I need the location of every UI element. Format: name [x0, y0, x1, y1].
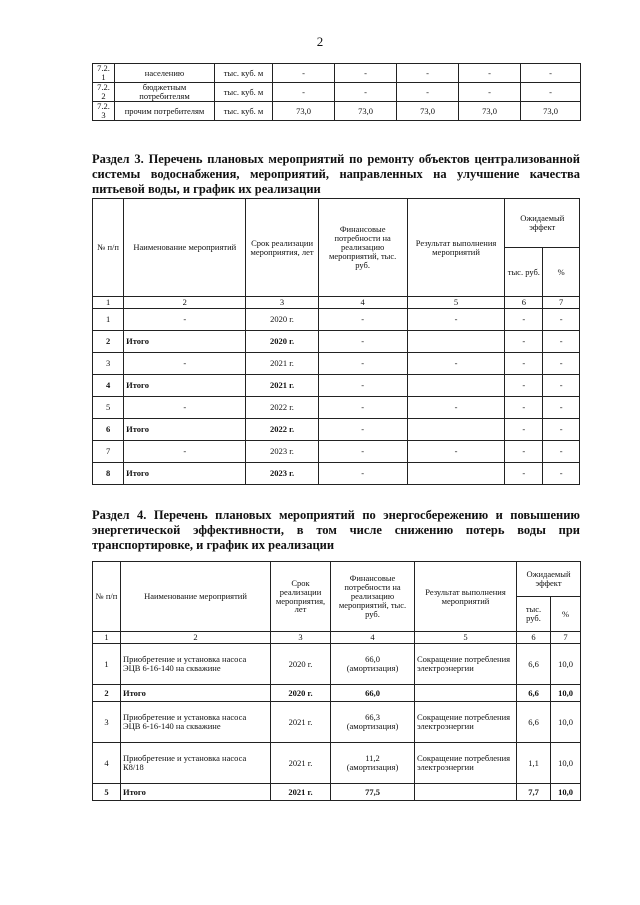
result	[407, 419, 505, 441]
finance: -	[318, 309, 407, 331]
table-row	[93, 702, 581, 743]
value-cell: 73,0	[273, 102, 335, 121]
section-3-title: Раздел 3. Перечень плановых мероприятий по ремонту объектов централизованной системы водоснабжения, мероприятий, направленных на улучшение качества питьевой воды, и график их реализации	[92, 152, 580, 196]
table-row	[93, 685, 581, 702]
column-number: 6	[505, 297, 543, 309]
header-name: Наименование мероприятий	[121, 562, 271, 632]
effect-pct: -	[543, 441, 580, 463]
measure-name: Итого	[124, 419, 246, 441]
result: -	[407, 441, 505, 463]
result: Сокращение потребления электроэнергии	[415, 743, 517, 784]
header-effect-pct: %	[543, 248, 580, 297]
effect-rub: 6,6	[517, 644, 551, 685]
finance: -	[318, 463, 407, 485]
term: 2020 г.	[271, 685, 331, 702]
effect-rub: 6,6	[517, 685, 551, 702]
term: 2022 г.	[246, 397, 318, 419]
row-number: 3	[93, 353, 124, 375]
header-result: Результат выполнения мероприятий	[407, 199, 505, 297]
result: -	[407, 353, 505, 375]
row-number: 2	[93, 331, 124, 353]
table-row	[93, 375, 580, 397]
page-number: 2	[316, 34, 324, 49]
table-row	[93, 441, 580, 463]
row-number: 2	[93, 685, 121, 702]
consumer-name: прочим потребителям	[115, 102, 215, 121]
measure-name: Итого	[121, 685, 271, 702]
column-number: 1	[93, 297, 124, 309]
table-row	[93, 397, 580, 419]
section-3-table	[92, 198, 580, 485]
effect-pct: 10,0	[551, 685, 581, 702]
result: Сокращение потребления электроэнергии	[415, 702, 517, 743]
value-cell: -	[335, 64, 397, 83]
row-number: 1	[93, 309, 124, 331]
finance: -	[318, 419, 407, 441]
unit: тыс. куб. м	[215, 102, 273, 121]
header-effect: Ожидаемый эффект	[505, 199, 580, 248]
effect-rub: -	[505, 397, 543, 419]
result	[407, 463, 505, 485]
value-cell: -	[459, 64, 521, 83]
consumer-name: населению	[115, 64, 215, 83]
effect-pct: 10,0	[551, 743, 581, 784]
row-number: 5	[93, 397, 124, 419]
result	[415, 685, 517, 702]
column-number: 5	[407, 297, 505, 309]
column-numbers-row	[93, 632, 581, 644]
value-cell: -	[521, 83, 581, 102]
effect-rub: -	[505, 309, 543, 331]
finance: -	[318, 331, 407, 353]
section-4-table	[92, 561, 581, 801]
measure-name: -	[124, 353, 246, 375]
measure-name: Итого	[121, 784, 271, 801]
header-effect-rub: тыс. руб.	[505, 248, 543, 297]
finance: 77,5	[331, 784, 415, 801]
column-number: 4	[331, 632, 415, 644]
column-number: 2	[124, 297, 246, 309]
finance: 11,2 (амортизация)	[331, 743, 415, 784]
table-row	[93, 419, 580, 441]
finance: -	[318, 397, 407, 419]
term: 2020 г.	[271, 644, 331, 685]
value-cell: -	[397, 64, 459, 83]
effect-rub: -	[505, 419, 543, 441]
row-number: 4	[93, 743, 121, 784]
table-row	[93, 83, 581, 102]
finance: 66,0	[331, 685, 415, 702]
finance: -	[318, 441, 407, 463]
term: 2021 г.	[271, 702, 331, 743]
row-number: 8	[93, 463, 124, 485]
row-number: 5	[93, 784, 121, 801]
table-row	[93, 64, 581, 83]
result: Сокращение потребления электроэнергии	[415, 644, 517, 685]
column-number: 7	[551, 632, 581, 644]
effect-rub: 6,6	[517, 702, 551, 743]
measure-name: Итого	[124, 375, 246, 397]
term: 2023 г.	[246, 441, 318, 463]
value-cell: 73,0	[459, 102, 521, 121]
value-cell: -	[273, 83, 335, 102]
measure-name: -	[124, 397, 246, 419]
header-effect-pct: %	[551, 597, 581, 632]
result	[415, 784, 517, 801]
table-row	[93, 463, 580, 485]
column-number: 6	[517, 632, 551, 644]
consumption-table	[92, 63, 581, 121]
table-row	[93, 102, 581, 121]
header-effect-rub: тыс. руб.	[517, 597, 551, 632]
header-effect: Ожидаемый эффект	[517, 562, 581, 597]
finance: -	[318, 353, 407, 375]
effect-rub: -	[505, 441, 543, 463]
measure-name: Итого	[124, 463, 246, 485]
effect-pct: 10,0	[551, 784, 581, 801]
table-row	[93, 309, 580, 331]
term: 2020 г.	[246, 309, 318, 331]
table-row	[93, 331, 580, 353]
header-num: № п/п	[93, 199, 124, 297]
header-term: Срок реализации мероприятия, лет	[271, 562, 331, 632]
row-number: 7.2. 3	[93, 102, 115, 121]
header-term: Срок реализации мероприятия, лет	[246, 199, 318, 297]
measure-name: -	[124, 309, 246, 331]
measure-name: Приобретение и установка насоса ЭЦВ 6-16-140 на скважине	[121, 702, 271, 743]
value-cell: -	[521, 64, 581, 83]
term: 2022 г.	[246, 419, 318, 441]
effect-pct: -	[543, 397, 580, 419]
column-number: 2	[121, 632, 271, 644]
value-cell: 73,0	[397, 102, 459, 121]
effect-rub: -	[505, 375, 543, 397]
unit: тыс. куб. м	[215, 83, 273, 102]
column-number: 1	[93, 632, 121, 644]
effect-rub: -	[505, 353, 543, 375]
row-number: 7.2. 2	[93, 83, 115, 102]
effect-rub: 7,7	[517, 784, 551, 801]
finance: 66,3 (амортизация)	[331, 702, 415, 743]
effect-pct: 10,0	[551, 702, 581, 743]
row-number: 3	[93, 702, 121, 743]
measure-name: -	[124, 441, 246, 463]
row-number: 6	[93, 419, 124, 441]
section-4-title: Раздел 4. Перечень плановых мероприятий по энергосбережению и повышению энергетической эффективности, в том числе снижению потерь воды при транспортировке, и график их реализации	[92, 508, 580, 552]
effect-rub: 1,1	[517, 743, 551, 784]
header-finance: Финансовые потребности на реализацию мероприятий, тыс. руб.	[331, 562, 415, 632]
header-finance: Финансовые потребности на реализацию мероприятий, тыс. руб.	[318, 199, 407, 297]
measure-name: Приобретение и установка насоса К8/18	[121, 743, 271, 784]
effect-pct: -	[543, 331, 580, 353]
term: 2020 г.	[246, 331, 318, 353]
column-numbers-row	[93, 297, 580, 309]
effect-pct: -	[543, 375, 580, 397]
result: -	[407, 309, 505, 331]
effect-rub: -	[505, 331, 543, 353]
term: 2021 г.	[271, 743, 331, 784]
table-row	[93, 784, 581, 801]
effect-rub: -	[505, 463, 543, 485]
finance: -	[318, 375, 407, 397]
measure-name: Приобретение и установка насоса ЭЦВ 6-16-140 на скважине	[121, 644, 271, 685]
result	[407, 331, 505, 353]
effect-pct: -	[543, 309, 580, 331]
value-cell: -	[273, 64, 335, 83]
table-row	[93, 353, 580, 375]
column-number: 4	[318, 297, 407, 309]
table-row	[93, 743, 581, 784]
value-cell: -	[459, 83, 521, 102]
value-cell: 73,0	[521, 102, 581, 121]
result: -	[407, 397, 505, 419]
column-number: 7	[543, 297, 580, 309]
column-number: 3	[246, 297, 318, 309]
measure-name: Итого	[124, 331, 246, 353]
header-num: № п/п	[93, 562, 121, 632]
term: 2021 г.	[246, 375, 318, 397]
table-row	[93, 644, 581, 685]
unit: тыс. куб. м	[215, 64, 273, 83]
effect-pct: -	[543, 419, 580, 441]
term: 2021 г.	[246, 353, 318, 375]
term: 2021 г.	[271, 784, 331, 801]
header-result: Результат выполнения мероприятий	[415, 562, 517, 632]
row-number: 7	[93, 441, 124, 463]
row-number: 1	[93, 644, 121, 685]
row-number: 4	[93, 375, 124, 397]
finance: 66,0 (амортизация)	[331, 644, 415, 685]
column-number: 5	[415, 632, 517, 644]
column-number: 3	[271, 632, 331, 644]
result	[407, 375, 505, 397]
value-cell: 73,0	[335, 102, 397, 121]
value-cell: -	[335, 83, 397, 102]
value-cell: -	[397, 83, 459, 102]
term: 2023 г.	[246, 463, 318, 485]
header-name: Наименование мероприятий	[124, 199, 246, 297]
row-number: 7.2. 1	[93, 64, 115, 83]
effect-pct: -	[543, 463, 580, 485]
consumer-name: бюджетным потребителям	[115, 83, 215, 102]
effect-pct: -	[543, 353, 580, 375]
effect-pct: 10,0	[551, 644, 581, 685]
